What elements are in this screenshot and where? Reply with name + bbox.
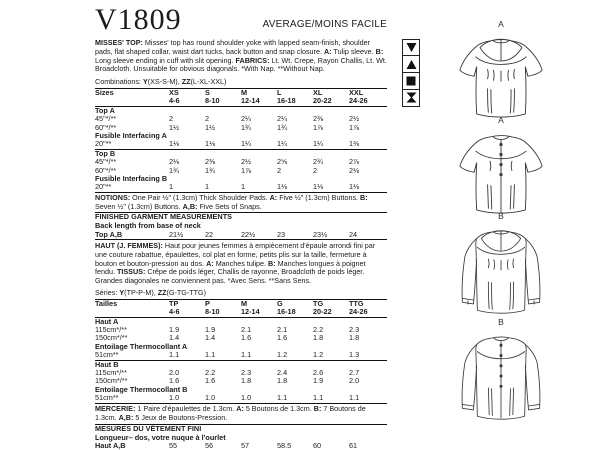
hourglass-icon [402, 89, 420, 107]
mesures-title: MESURES DU VÊTEMENT FINI [95, 424, 202, 434]
table-section-title: Haut B [95, 360, 387, 369]
notions-text: NOTIONS: One Pair ½" (1.3cm) Thick Shoulder Pads. A: Five ½" (1.3cm) Buttons. B: Seven ½" (1.3cm) Buttons. A,B: Five Sets of Snaps. [95, 192, 368, 211]
table-row: 4-6 8-10 12-14 16-18 20-22 24-26 [95, 97, 387, 106]
pattern-number: V1809 [95, 3, 182, 36]
series-line: Séries: Y(TP-P-M), ZZ(G-TG-TTG) [95, 288, 207, 298]
table-row: 115cm*/** 2.0 2.2 2.3 2.4 2.6 2.7 [95, 368, 360, 378]
mesures-block [95, 425, 387, 450]
combinations-line: Combinations: Y(XS-S-M), ZZ(L-XL-XXL) [95, 77, 227, 87]
table-row: 60"*/** 1½ 1½ 1¾ 1¾ 1⅞ 1⅞ [95, 122, 360, 132]
table-row: 150cm*/** 1.4 1.4 1.6 1.6 1.8 1.8 [95, 333, 360, 343]
illustration-column [395, 0, 610, 450]
view-label: A [498, 19, 504, 29]
table-row: 4-6 8-10 12-14 16-18 20-22 24-26 [95, 308, 387, 317]
table-row: 150cm*/** 1.6 1.6 1.8 1.8 1.9 2.0 [95, 376, 360, 386]
finished-garment-subtitle: Back length from base of neck [95, 221, 201, 231]
finished-garment-title: FINISHED GARMENT MEASUREMENTS [95, 212, 233, 222]
difficulty-label: AVERAGE/MOINS FACILE [262, 19, 387, 30]
table-row: Sizes XS S M L XL XXL [95, 87, 364, 97]
inverted-triangle-icon [402, 39, 420, 57]
finished-garment-row: Top A,B 21½ 22 22½ 23 23½ 24 [95, 229, 358, 239]
table-row: 115cm*/** 1.9 1.9 2.1 2.1 2.2 2.3 [95, 325, 360, 335]
view-b-back-illustration [420, 318, 582, 432]
view-label: B [498, 211, 504, 221]
table-section-title: Entoilage Thermocollant B [95, 384, 188, 394]
triangle-icon [402, 55, 420, 73]
table-row: 45"*/** 2⅛ 2⅜ 2½ 2⅝ 2¾ 2⅞ [95, 157, 360, 167]
table-section-title: Fusible Interfacing B [95, 174, 168, 184]
view-b-front-illustration [420, 212, 582, 326]
table-section-title: Top B [95, 149, 387, 158]
table-row: 51cm** 1.1 1.1 1.1 1.2 1.2 1.3 [95, 350, 360, 360]
mesures-row: Haut A,B 55 56 57 58.5 60 61 [95, 441, 358, 450]
finished-garment-block [95, 212, 387, 240]
view-label: A [498, 115, 504, 125]
table-row: Tailles TP P M G TG TTG [95, 298, 364, 308]
table-section-title: Haut A [95, 316, 119, 326]
mesures-subtitle: Longueur– dos, votre nuque à l'ourlet [95, 432, 226, 442]
view-a-front-illustration [423, 20, 579, 124]
yardage-table-imperial [95, 88, 387, 193]
mercerie-text: MERCERIE: 1 Paire d'épaulettes de 1.3cm. A: 5 Boutons de 1.3cm. B: 7 Boutons de 1.3cm. A,B: 5 Jeux de Boutons-Pression. [95, 405, 387, 426]
table-row: 20"** 1⅛ 1⅛ 1¼ 1¼ 1¼ 1⅜ [95, 139, 360, 149]
view-label: B [498, 317, 504, 327]
description-english: MISSES' TOP: Misses' top has round shoulder yoke with lapped seam-finish, shoulder pads, flat shaped collar, waist dart tucks, back button and snap closure. A: Tulip sleeve. B: Long sleeve ending in cuff with slit opening. FABRICS: Lt. Wt. Crepe, Rayon Challis, Lt. Wt. Broadcloth. Unsuitable for obvious diagonals. *With Nap. **Without Nap. [95, 38, 387, 74]
text-column [95, 4, 387, 450]
table-row: 60"*/** 1¾ 1¾ 1⅞ 2 2 2⅛ [95, 165, 360, 175]
table-section-title: Fusible Interfacing A [95, 131, 167, 141]
table-row: 51cm** 1.0 1.0 1.0 1.1 1.1 1.1 [95, 393, 360, 403]
view-a-back-illustration [423, 116, 579, 220]
yardage-table-metric [95, 299, 387, 404]
masthead [95, 4, 387, 34]
table-row: 20"** 1 1 1 1⅛ 1⅛ 1⅛ [95, 182, 360, 192]
table-row: 45"*/** 2 2 2¼ 2¼ 2⅜ 2½ [95, 114, 360, 124]
table-section-title: Entoilage Thermocollant A [95, 341, 188, 351]
figure-type-symbols [402, 40, 420, 107]
description-french: HAUT (J. FEMMES): Haut pour jeunes femmes à empiècement d'épaule arrondi fini par une couture rabattue, épaulettes, col plat en forme, petits plis sur la taille, fermeture à bouton et bouton-pression au dos. A: Manches tulipe. B: Manches longues à poignet fendu. TISSUS: Crêpe de poids léger, Challis de rayonne, Broadcloth de poids léger. Grandes diagonales ne conviennent pas. *Avec Sens. **Sans Sens. [95, 241, 376, 286]
table-section-title: Top A [95, 105, 115, 115]
square-icon [402, 72, 420, 90]
